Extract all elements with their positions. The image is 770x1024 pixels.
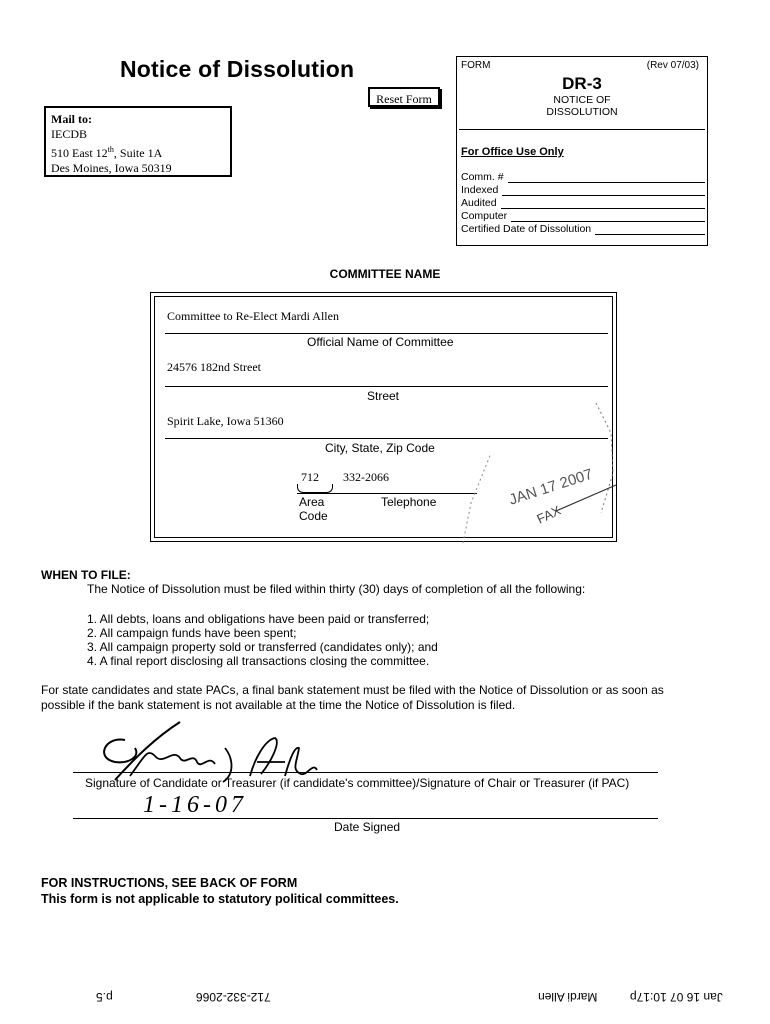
mail-to-label: Mail to: (51, 112, 92, 126)
form-code: DR-3 (562, 74, 602, 93)
fax-sender: Mardi Allen (538, 990, 598, 1004)
phone-value[interactable]: 332-2066 (343, 470, 389, 484)
divider (165, 386, 608, 387)
area-code-value[interactable]: 712 (301, 470, 319, 484)
form-subtitle-line1: NOTICE OF (553, 94, 611, 106)
revision-label: (Rev 07/03) (646, 60, 699, 71)
bank-statement-note-line2: possible if the bank statement is not available at the time the Notice of Dissolution is filed. (41, 698, 516, 712)
date-signed-label: Date Signed (334, 820, 401, 834)
committee-name-label: Official Name of Committee (307, 335, 454, 349)
city-value[interactable]: Spirit Lake, Iowa 51360 (167, 414, 284, 428)
divider (165, 333, 608, 334)
committee-heading: COMMITTEE NAME (329, 267, 441, 281)
office-field-comm: Comm. # (461, 171, 705, 183)
office-field-audited: Audited (461, 197, 705, 209)
street-label: Street (367, 389, 400, 403)
office-use-title: For Office Use Only (461, 146, 564, 158)
reset-form-button[interactable]: Reset Form (368, 87, 440, 107)
page-title: Notice of Dissolution (120, 56, 355, 82)
area-code-label-1: Area (299, 495, 325, 509)
requirement-item-4: 4. A final report disclosing all transactions closing the committee. (87, 654, 430, 668)
bank-statement-note-line1: For state candidates and state PACs, a final bank statement must be filed with the Notice of Dissolution or as soon as (41, 683, 664, 697)
area-code-label-2: Code (299, 509, 328, 523)
street-value[interactable]: 24576 182nd Street (167, 360, 261, 374)
instructions-line1: FOR INSTRUCTIONS, SEE BACK OF FORM (41, 876, 298, 890)
date-line (73, 818, 658, 819)
city-label: City, State, Zip Code (325, 441, 435, 455)
stamp-fax: FAX (534, 502, 564, 527)
mail-to-box (44, 106, 232, 177)
mail-to-line1: IECDB (51, 127, 87, 141)
phone-label: Telephone (381, 495, 437, 509)
fax-page-number: p.5 (96, 990, 113, 1004)
signature-line (73, 772, 658, 773)
divider (297, 493, 477, 494)
form-label: FORM (461, 60, 491, 71)
committee-name-value[interactable]: Committee to Re-Elect Mardi Allen (167, 309, 339, 323)
when-to-file-heading: WHEN TO FILE: (41, 568, 131, 582)
stamp-date: JAN 17 2007 (507, 465, 595, 509)
mail-to-line3: Des Moines, Iowa 50319 (51, 161, 172, 175)
office-field-certified-date: Certified Date of Dissolution (461, 223, 705, 235)
date-signed-value[interactable]: 1-16-07 (143, 792, 247, 818)
requirement-item-1: 1. All debts, loans and obligations have been paid or transferred; (87, 612, 430, 626)
requirement-item-3: 3. All campaign property sold or transferred (candidates only); and (87, 640, 438, 654)
divider (459, 129, 705, 130)
mail-to-line2: 510 East 12th, Suite 1A (51, 145, 163, 160)
area-code-bracket (297, 484, 333, 493)
signature-label: Signature of Candidate or Treasurer (if candidate's committee)/Signature of Chair or Treasurer (if PAC) (85, 776, 630, 790)
office-field-computer: Computer (461, 210, 705, 222)
instructions-line2: This form is not applicable to statutory political committees. (41, 892, 399, 906)
committee-box (150, 292, 617, 542)
received-stamp (451, 393, 621, 543)
requirement-item-2: 2. All campaign funds have been spent; (87, 626, 297, 640)
form-info-box (456, 56, 708, 246)
when-to-file-intro: The Notice of Dissolution must be filed within thirty (30) days of completion of all the following: (87, 582, 586, 596)
office-field-indexed: Indexed (461, 184, 705, 196)
form-subtitle-line2: DISSOLUTION (546, 106, 618, 118)
fax-phone: 712-332-2066 (196, 990, 271, 1004)
fax-timestamp: Jan 16 07 10:17p (630, 990, 723, 1004)
